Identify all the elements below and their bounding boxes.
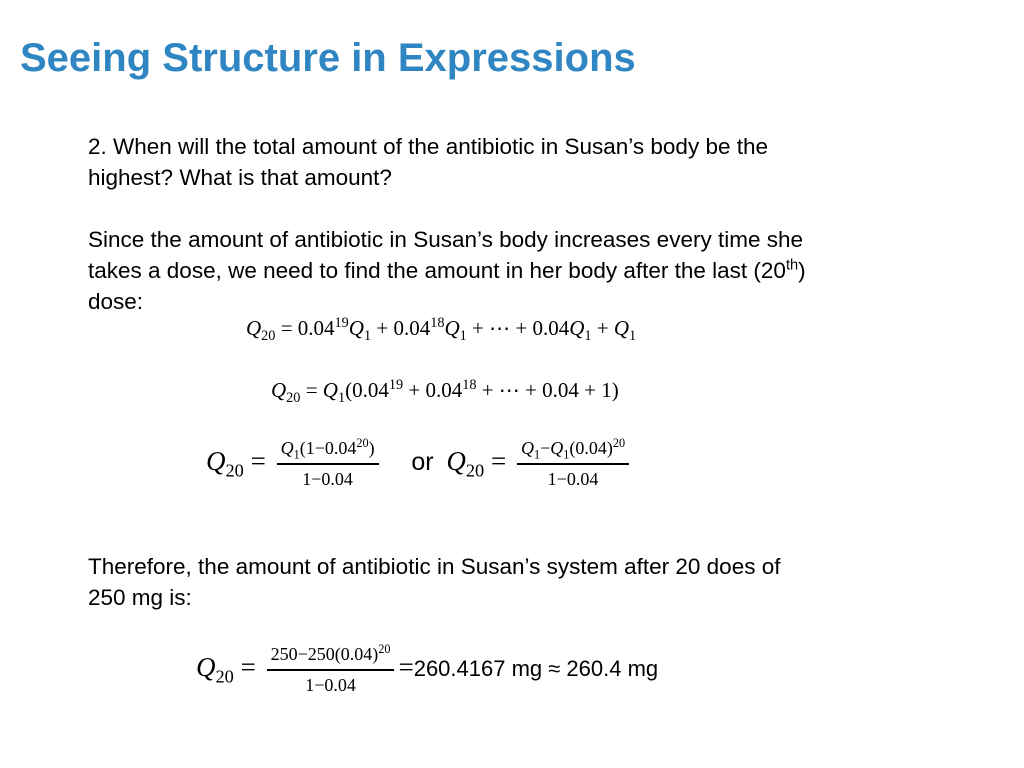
final-result-value: 260.4167 mg ≈ 260.4 mg [413, 656, 659, 682]
conclusion-line-2: 250 mg is: [88, 585, 192, 610]
explanation-line-3: dose: [88, 289, 144, 314]
explanation-line-1: Since the amount of antibiotic in Susan’s body increases every time she [88, 227, 803, 252]
conclusion-line-1: Therefore, the amount of antibiotic in Susan’s system after 20 does of [88, 554, 781, 579]
equation-final-result: $Q_{20}$ = $\frac{250-250(0.04)^{20}}{1-0.04}$ =260.4167 mg ≈ 260.4 mg [196, 642, 659, 695]
equation-factored: $Q_{20} = Q_1(0.04^{19} + 0.04^{18}$ + ⋯ + 0.04 + 1) [271, 377, 619, 407]
equation-sum-expanded: $Q_{20} = 0.04^{19}Q_1 + 0.04^{18}Q_1$ + ⋯ + $0.04Q_1 + Q_1$ [246, 315, 637, 345]
or-text: or [411, 448, 434, 477]
explanation-line-2: takes a dose, we need to find the amount in her body after the last (20th) [88, 257, 806, 283]
question-line-1: 2. When will the total amount of the antibiotic in Susan’s body be the [88, 134, 768, 159]
explanation-text [88, 224, 948, 317]
question-line-2: highest? What is that amount? [88, 165, 392, 190]
fraction-final: $\frac{250-250(0.04)^{20}}{1-0.04}$ [267, 644, 395, 696]
slide-title: Seeing Structure in Expressions [20, 36, 636, 80]
equation-closed-form: $Q_{20}$ = $\frac{Q_1(1-0.04^{20})}{1-0.04}$ or $Q_{20}$ = $\frac{Q_1-Q_1(0.04)^{20}}{1-0.04}$ [206, 438, 633, 490]
question-text [88, 131, 948, 193]
conclusion-text [88, 551, 948, 613]
fraction-closed-form-2: $\frac{Q_1-Q_1(0.04)^{20}}{1-0.04}$ [517, 438, 629, 490]
fraction-closed-form-1: $\frac{Q_1(1-0.04^{20})}{1-0.04}$ [277, 438, 379, 490]
